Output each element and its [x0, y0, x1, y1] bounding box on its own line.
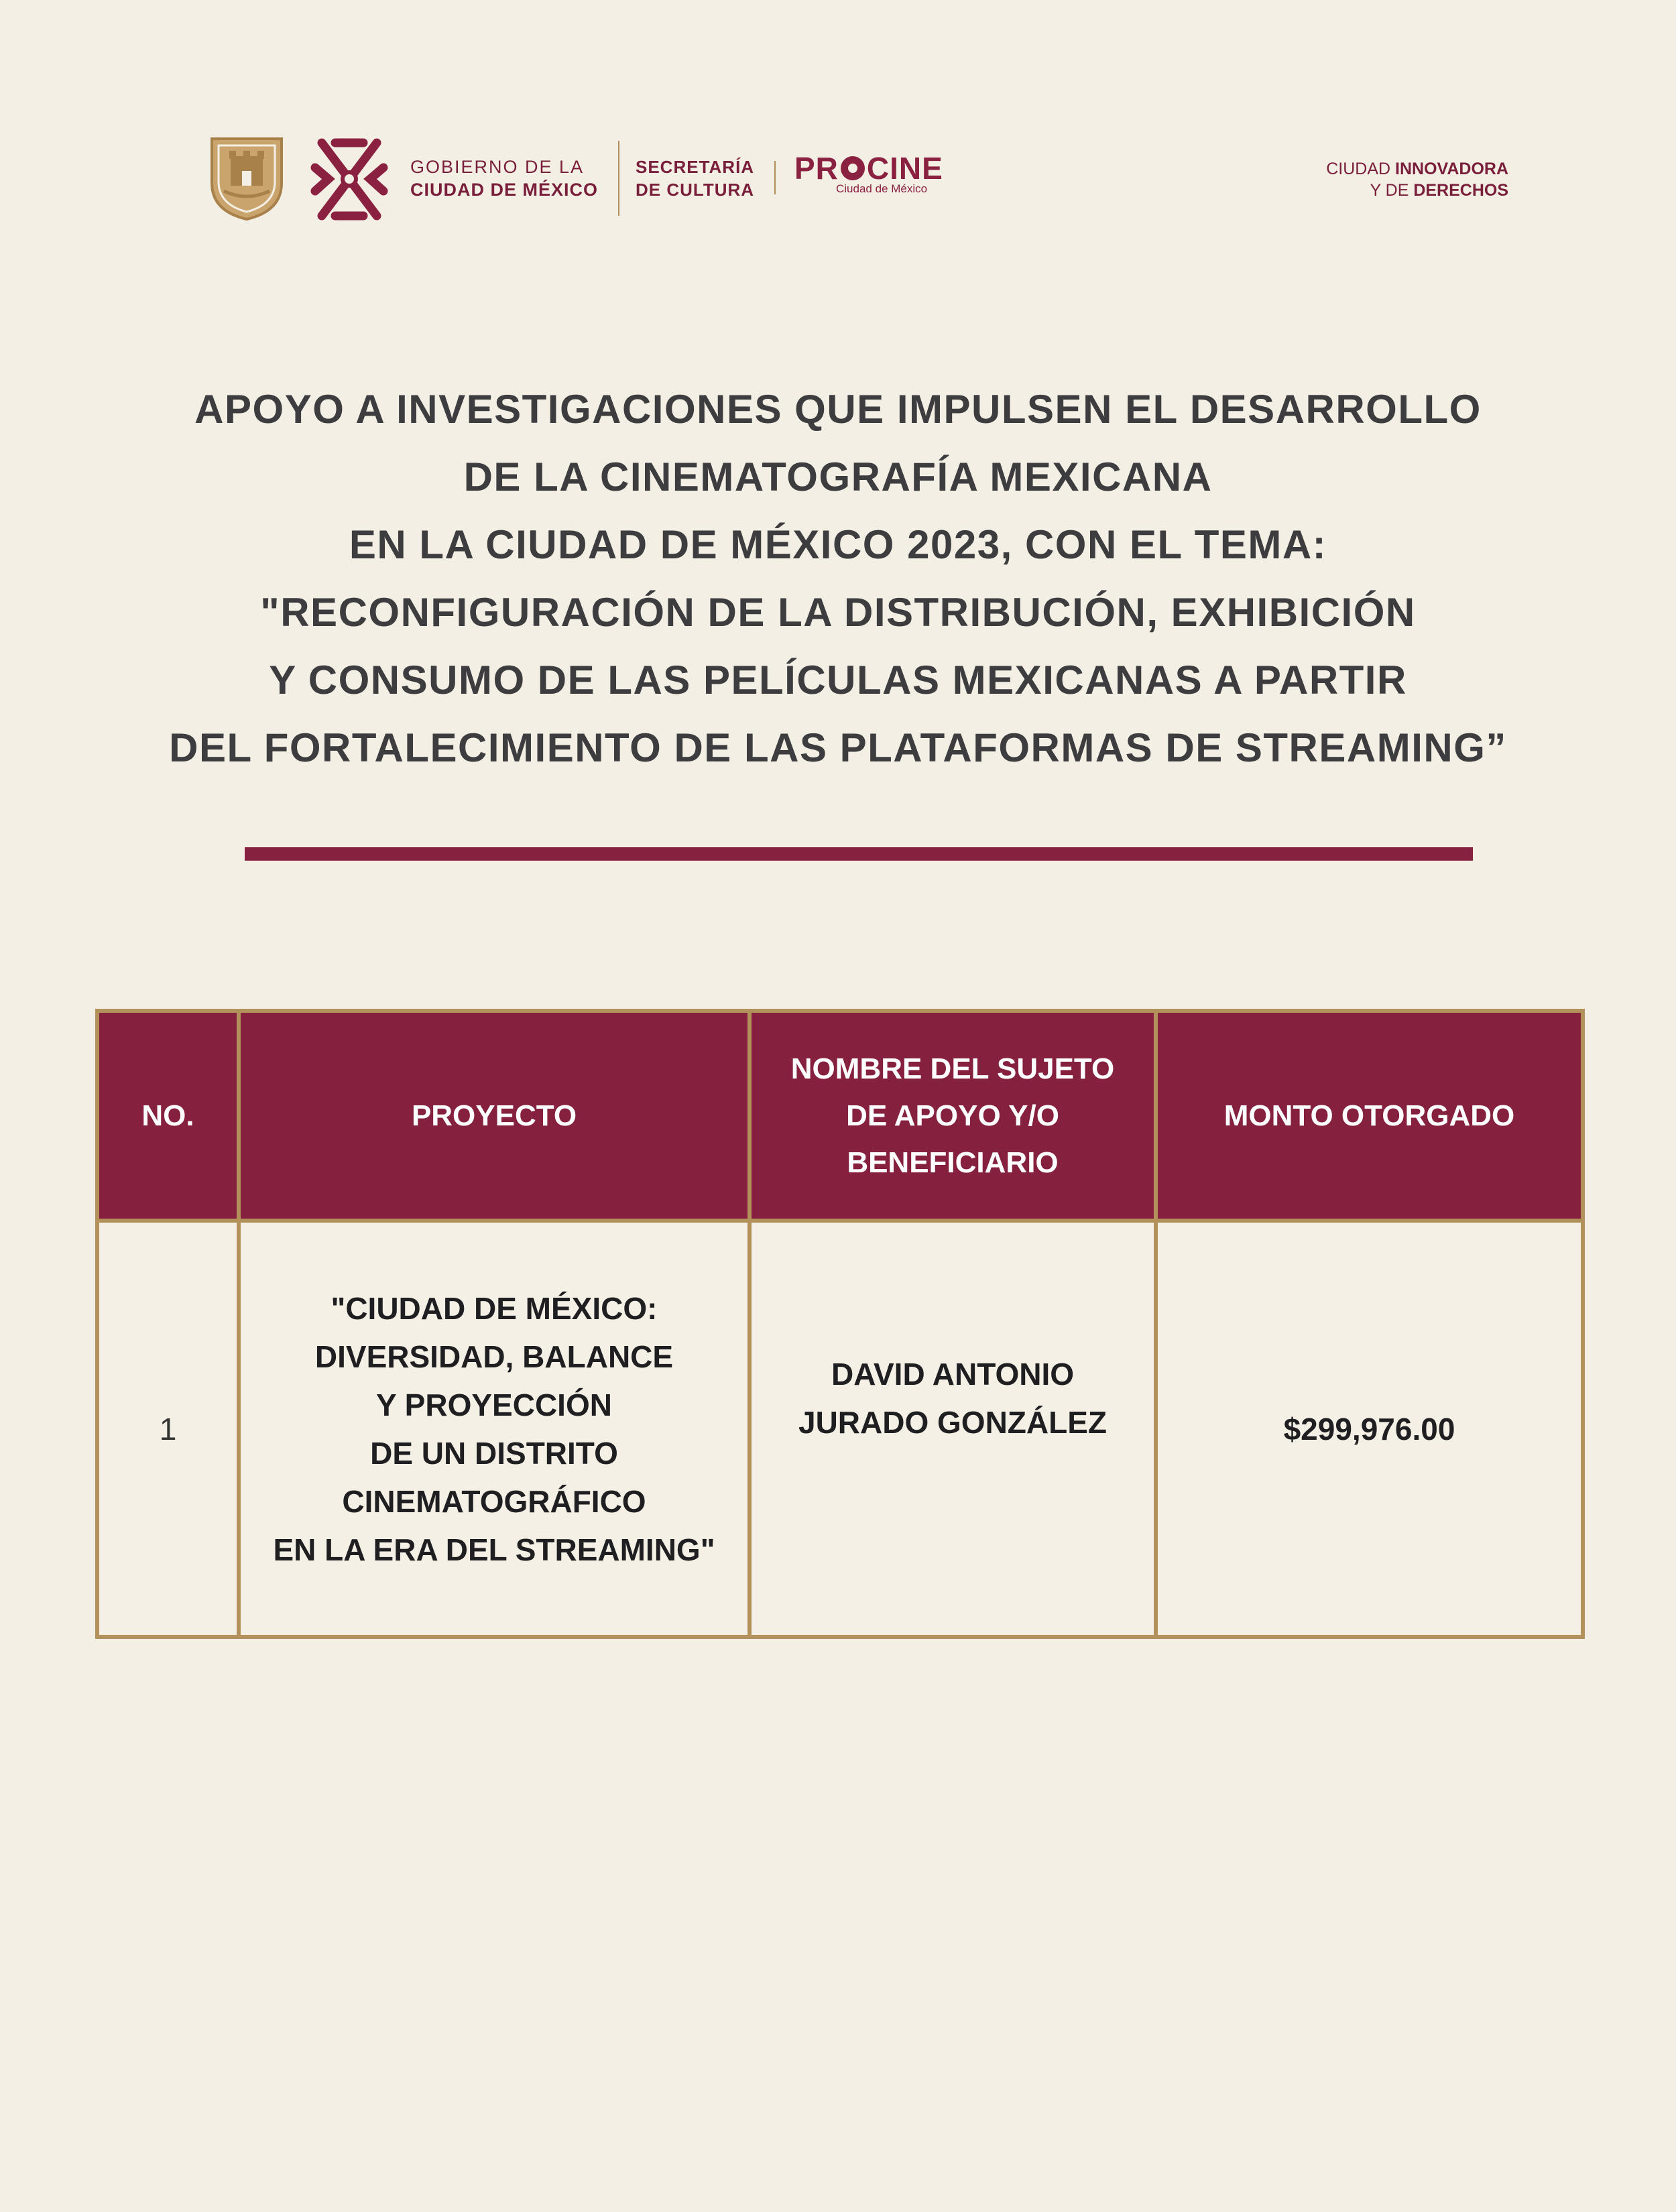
cell-no: 1: [97, 1221, 239, 1637]
film-reel-icon: [841, 156, 865, 180]
header-nombre: [750, 1011, 1156, 1221]
slogan-emphasis: DERECHOS: [1413, 181, 1508, 200]
secretaria-wordmark: [636, 156, 754, 201]
header-nombre-line: BENEFICIARIO: [847, 1146, 1059, 1179]
proyecto-line: DE UN DISTRITO: [370, 1435, 618, 1471]
secretaria-line2: DE CULTURA: [636, 180, 755, 200]
slogan-text: Y DE: [1370, 181, 1414, 200]
header-no: NO.: [97, 1011, 239, 1221]
title-line: APOYO A INVESTIGACIONES QUE IMPULSEN EL DESARROLLO: [194, 387, 1482, 432]
gobierno-line2: CIUDAD DE MÉXICO: [410, 180, 599, 200]
title-line: DE LA CINEMATOGRAFÍA MEXICANA: [463, 454, 1213, 499]
header-nombre-line: DE APOYO Y/O: [846, 1099, 1059, 1132]
header-monto: MONTO OTORGADO: [1156, 1011, 1583, 1221]
table-row: [97, 1221, 1583, 1637]
proyecto-line: EN LA ERA DEL STREAMING": [273, 1532, 715, 1567]
title-line: Y CONSUMO DE LAS PELÍCULAS MEXICANAS A PARTIR: [269, 658, 1407, 702]
page-title: [101, 375, 1575, 782]
proyecto-line: CINEMATOGRÁFICO: [342, 1483, 646, 1519]
coat-of-arms-icon: [209, 136, 284, 221]
header-divider: [774, 161, 776, 194]
secretaria-line1: SECRETARÍA: [636, 157, 755, 177]
header-proyecto: PROYECTO: [239, 1011, 750, 1221]
slogan: [1207, 158, 1508, 201]
title-line: "RECONFIGURACIÓN DE LA DISTRIBUCIÓN, EXHIBICIÓN: [260, 590, 1416, 635]
cell-nombre: [750, 1221, 1156, 1637]
cell-proyecto: [239, 1221, 750, 1637]
procine-logo: [794, 153, 943, 196]
procine-subtitle: Ciudad de México: [836, 182, 928, 195]
slogan-text: CIUDAD: [1326, 160, 1396, 178]
gobierno-line1: GOBIERNO DE LA: [410, 157, 585, 177]
page-header: [0, 0, 1676, 268]
header-nombre-line: NOMBRE DEL SUJETO: [790, 1052, 1115, 1085]
procine-left: PR: [794, 151, 839, 186]
slogan-emphasis: INNOVADORA: [1395, 160, 1508, 178]
procine-right: CINE: [866, 151, 943, 186]
title-divider: [245, 847, 1473, 861]
proyecto-line: "CIUDAD DE MÉXICO:: [331, 1290, 658, 1326]
title-line: DEL FORTALECIMIENTO DE LAS PLATAFORMAS DE STREAMING”: [169, 725, 1507, 770]
proyecto-line: Y PROYECCIÓN: [376, 1387, 612, 1422]
cell-monto: $299,976.00: [1156, 1221, 1583, 1637]
title-line: EN LA CIUDAD DE MÉXICO 2023, CON EL TEMA:: [349, 522, 1327, 567]
cdmx-emblem-icon: [308, 131, 390, 228]
nombre-line: DAVID ANTONIO: [831, 1357, 1075, 1392]
gobierno-wordmark: [410, 156, 598, 201]
proyecto-line: DIVERSIDAD, BALANCE: [314, 1339, 674, 1374]
table-header-row: [97, 1011, 1583, 1221]
nombre-line: JURADO GONZÁLEZ: [798, 1405, 1107, 1440]
header-divider: [618, 141, 619, 216]
beneficiaries-table: [95, 1009, 1585, 1639]
